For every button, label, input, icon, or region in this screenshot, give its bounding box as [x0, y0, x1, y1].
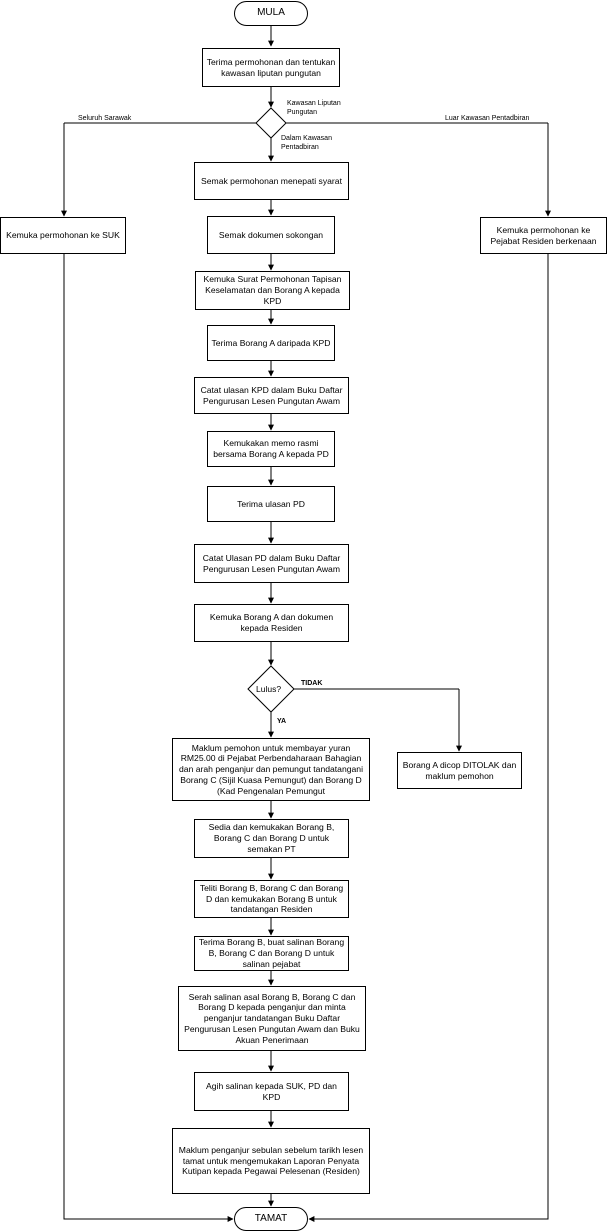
step-submit-to-resident-office: Kemuka permohonan ke Pejabat Residen berkenaan [480, 217, 607, 254]
step-receive-from-kpd: Terima Borang A daripada KPD [207, 325, 335, 361]
step-remind-organiser: Maklum penganjur sebulan sebelum tarikh lesen tamat untuk mengemukakan Laporan Penyata Kutipan kepada Pegawai Pelesenan (Residen) [172, 1128, 370, 1194]
branch-label-ya: YA [277, 718, 287, 725]
step-hand-over-forms: Serah salinan asal Borang B, Borang C dan Borang D kepada penganjur dan minta penganjur tandatangan Buku Daftar Pengurusan Lesen Pungutan Awam dan Buku Akuan Penerimaan [178, 986, 366, 1051]
step-submit-to-suk: Kemuka permohonan ke SUK [0, 217, 126, 254]
step-submit-to-kpd: Kemuka Surat Permohonan Tapisan Keselamatan dan Borang A kepada KPD [195, 271, 350, 310]
decision-approve-label: Lulus? [256, 684, 282, 694]
branch-label-seluruh-sarawak: Seluruh Sarawak [78, 115, 132, 122]
start-terminal: MULA [234, 1, 308, 26]
end-terminal: TAMAT [234, 1207, 308, 1231]
step-rejected: Borang A dicop DITOLAK dan maklum pemohon [397, 752, 522, 789]
step-receive-pd-review: Terima ulasan PD [207, 486, 335, 522]
branch-label-tidak: TIDAK [301, 680, 323, 687]
step-check-documents: Semak dokumen sokongan [207, 216, 335, 254]
step-review-forms: Teliti Borang B, Borang C dan Borang D dan kemukakan Borang B untuk tandatangan Residen [194, 880, 349, 918]
branch-label-luar-kawasan: Luar Kawasan Pentadbiran [445, 115, 530, 122]
step-receive-form-b: Terima Borang B, buat salinan Borang B, Borang C dan Borang D untuk salinan pejabat [194, 936, 349, 971]
step-check-requirements: Semak permohonan menepati syarat [194, 162, 349, 200]
decision-coverage-label: Kawasan Liputan Pungutan [287, 100, 341, 116]
step-inform-fee: Maklum pemohon untuk membayar yuran RM25.00 di Pejabat Perbendaharaan Bahagian dan arah penganjur dan pemungut tandatangani Borang C (Sijil Kuasa Pemungut) dan Borang D (Kad Pengenalan Pemungut [172, 738, 370, 801]
step-receive-application: Terima permohonan dan tentukan kawasan liputan pungutan [202, 48, 340, 87]
branch-label-dalam-kawasan: Dalam Kawasan Pentadbiran [281, 135, 332, 152]
step-record-pd-review: Catat Ulasan PD dalam Buku Daftar Pengurusan Lesen Pungutan Awam [194, 544, 349, 583]
step-memo-to-pd: Kemukakan memo rasmi bersama Borang A kepada PD [207, 431, 335, 467]
step-submit-to-resident: Kemuka Borang A dan dokumen kepada Residen [194, 604, 349, 642]
step-distribute-copies: Agih salinan kepada SUK, PD dan KPD [194, 1072, 349, 1111]
step-prepare-forms: Sedia dan kemukakan Borang B, Borang C dan Borang D untuk semakan PT [194, 819, 349, 858]
step-record-kpd-review: Catat ulasan KPD dalam Buku Daftar Pengurusan Lesen Pungutan Awam [194, 377, 349, 414]
